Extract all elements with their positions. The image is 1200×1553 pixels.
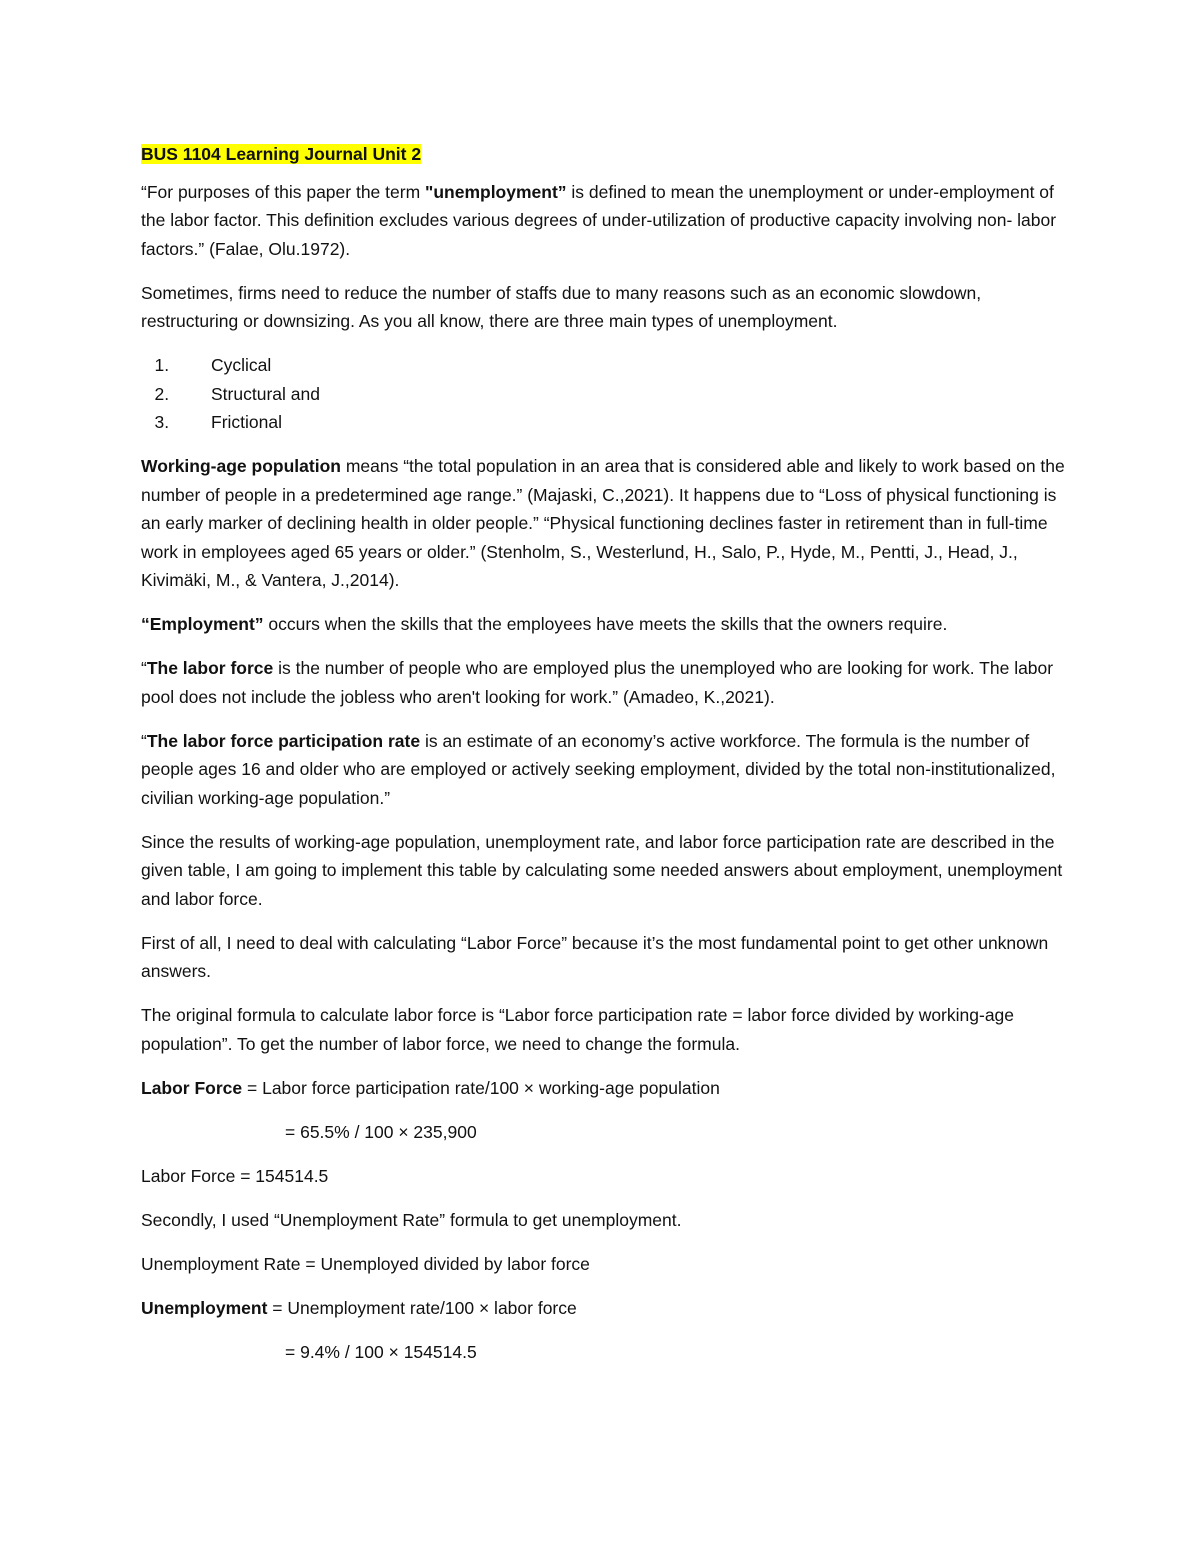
text-run: occurs when the skills that the employees have meets the skills that the owners require. bbox=[263, 614, 948, 634]
text-run: is an estimate of an economy’s active workforce. The formula is the number of people ages 16 and older who are employed or actively seeking employment, divided by the total non-institutionalized, civilian working-age population.” bbox=[141, 730, 1056, 808]
list-item: 2. Structural and bbox=[174, 380, 1071, 409]
labor-force-formula bbox=[141, 1074, 1071, 1103]
text-run: “For purposes of this paper the term bbox=[141, 181, 426, 202]
unemployment-formula bbox=[141, 1294, 1071, 1323]
formula-intro-paragraph: The original formula to calculate labor force is “Labor force participation rate = labor force divided by working-age population”. To get the number of labor force, we need to change the formula. bbox=[141, 1005, 1015, 1054]
first-step-paragraph: First of all, I need to deal with calculating “Labor Force” because it’s the most fundamental point to get other unknown answers. bbox=[141, 932, 1049, 981]
bold-term: Working-age population bbox=[141, 456, 341, 476]
participation-rate-paragraph bbox=[141, 727, 1071, 813]
highlighted-title-text: BUS 1104 Learning Journal Unit 2 bbox=[141, 144, 422, 164]
document-title bbox=[141, 140, 1071, 169]
text-run: “ bbox=[141, 730, 147, 751]
list-item: 3. Frictional bbox=[174, 408, 1071, 437]
unemployment-types-list bbox=[141, 351, 1071, 437]
bold-term: Unemployment bbox=[141, 1297, 268, 1318]
working-age-paragraph bbox=[141, 452, 1071, 595]
employment-paragraph bbox=[141, 610, 1071, 639]
labor-force-substitution: = 65.5% / 100 × 235,900 bbox=[285, 1121, 477, 1142]
bold-term: “Employment” bbox=[141, 614, 264, 634]
unemployment-rate-formula: Unemployment Rate = Unemployed divided by labor force bbox=[141, 1253, 590, 1274]
table-intro-paragraph: Since the results of working-age population, unemployment rate, and labor force participation rate are described in the given table, I am going to implement this table by calculating some needed answers about employment, unemployment and labor force. bbox=[141, 831, 1063, 909]
intro-paragraph: Sometimes, firms need to reduce the number of staffs due to many reasons such as an economic slowdown, restructuring or downsizing. As you all know, there are three main types of unemployment. bbox=[141, 282, 982, 331]
text-run: means “the total population in an area that is considered able and likely to work based on the number of people in a predetermined age range.” (Majaski, C.,2021). It happens due to “Loss of physical functioning is an early marker of declining health in older people.” “Physical functioning declines faster in retirement than in full-time work in employees aged 65 years or older.” (Stenholm, S., Westerlund, H., Salo, P., Hyde, M., Pentti, J., Head, J., Kivimäki, M., & Vantera, J.,2014). bbox=[141, 456, 1065, 590]
text-run: “ bbox=[141, 658, 147, 678]
second-step-paragraph: Secondly, I used “Unemployment Rate” formula to get unemployment. bbox=[141, 1209, 682, 1230]
unemployment-definition-paragraph bbox=[141, 178, 1071, 264]
document-page bbox=[141, 140, 1071, 1382]
bold-term: Labor Force bbox=[141, 1077, 243, 1098]
labor-force-result: Labor Force = 154514.5 bbox=[141, 1165, 329, 1186]
text-run: is the number of people who are employed plus the unemployed who are looking for work. The labor pool does not include the jobless who aren't looking for work.” (Amadeo, K.,2021). bbox=[141, 658, 1054, 707]
text-run: = Unemployment rate/100 × labor force bbox=[267, 1297, 577, 1318]
bold-term: The labor force participation rate bbox=[146, 730, 421, 751]
labor-force-paragraph bbox=[141, 654, 1071, 711]
bold-term: The labor force bbox=[146, 658, 274, 678]
bold-term: "unemployment” bbox=[425, 181, 567, 202]
unemployment-substitution: = 9.4% / 100 × 154514.5 bbox=[285, 1341, 477, 1362]
text-run: = Labor force participation rate/100 × working-age population bbox=[242, 1077, 720, 1098]
list-item: 1. Cyclical bbox=[174, 351, 1071, 380]
text-run: is defined to mean the unemployment or under-employment of the labor factor. This definition excludes various degrees of under-utilization of productive capacity involving non- labor factors.” (Falae, Olu.1972). bbox=[141, 181, 1057, 259]
